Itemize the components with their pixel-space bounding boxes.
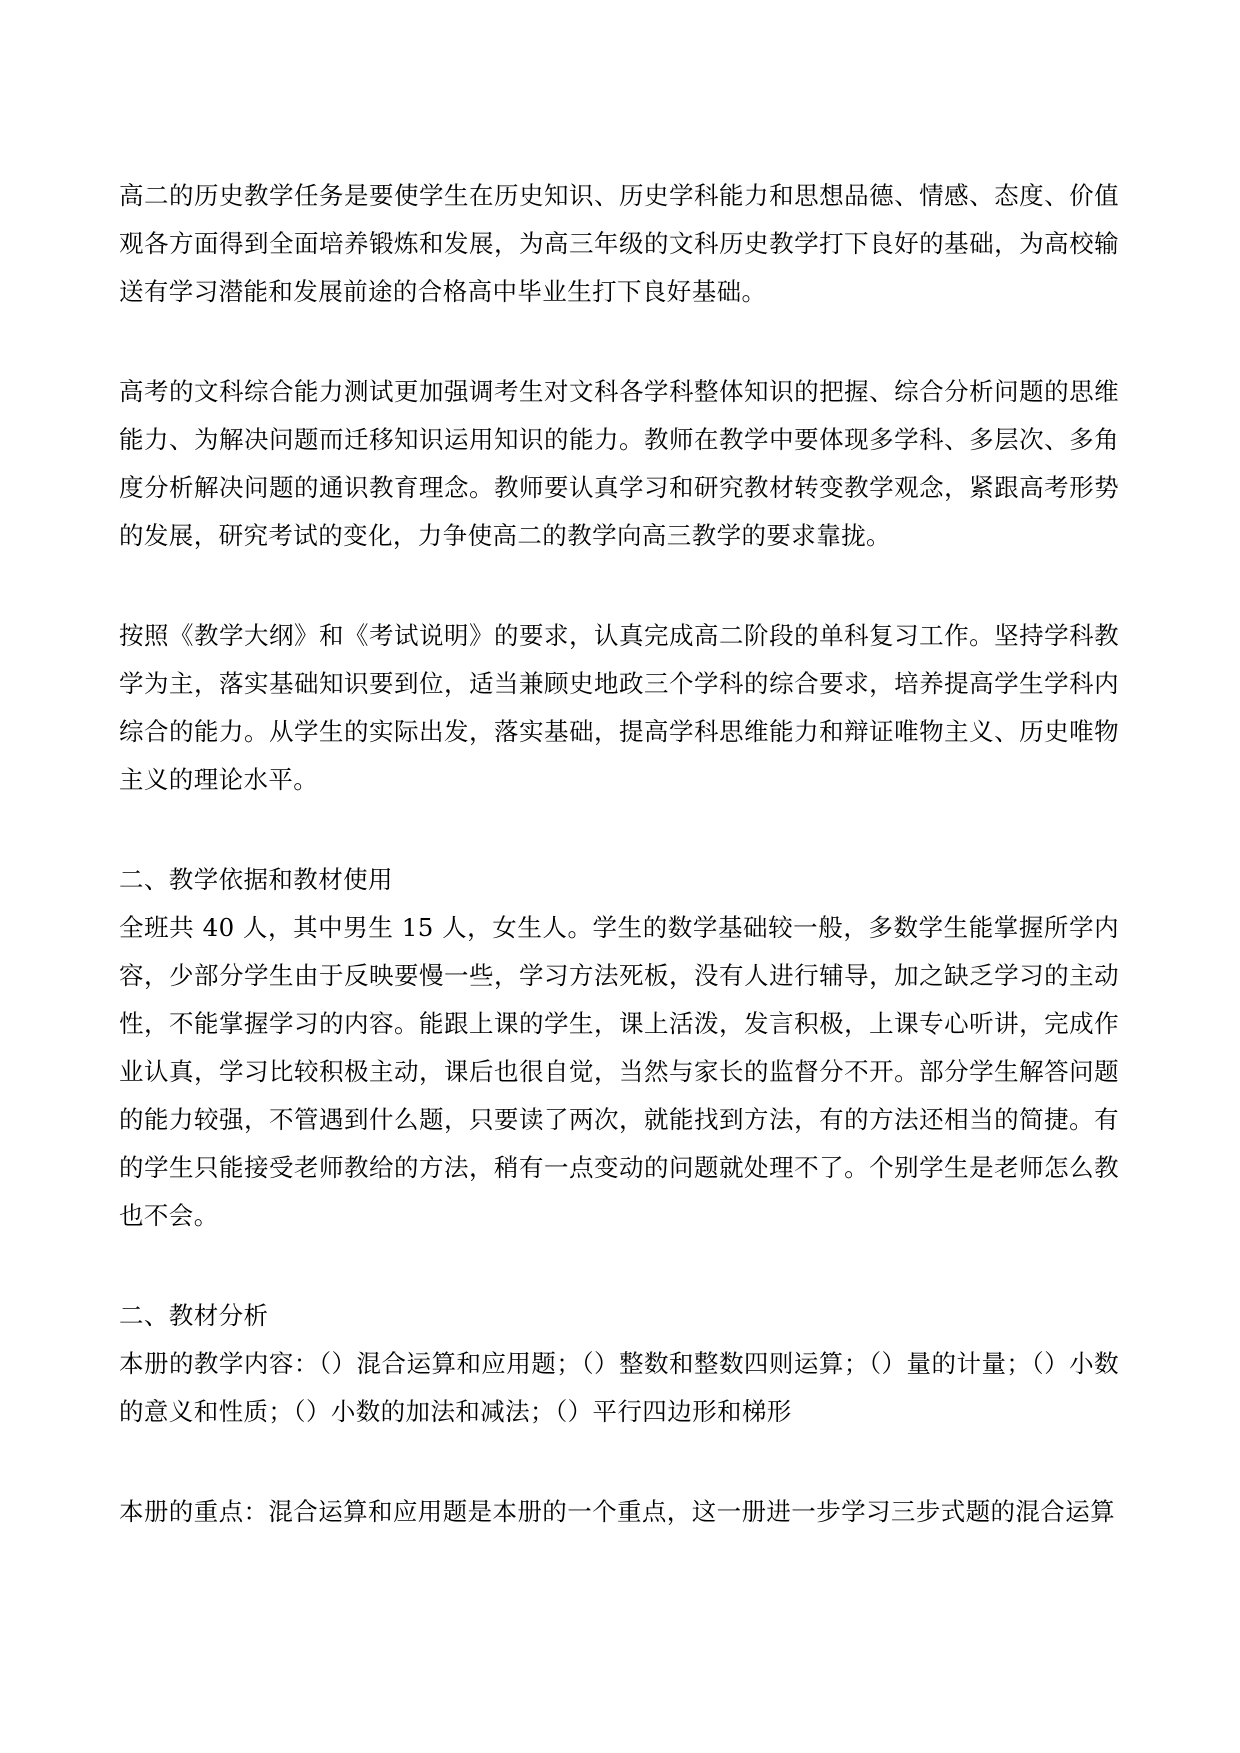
paragraph-class-situation: 全班共 40 人，其中男生 15 人，女生人。学生的数学基础较一般，多数学生能掌握所学内容，少部分学生由于反映要慢一些，学习方法死板，没有人进行辅导，加之缺乏学习的主动性，不能掌握学习的内容。能跟上课的学生，课上活泼，发言积极，上课专心听讲，完成作业认真，学习比较积极主动，课后也很自觉，当然与家长的监督分不开。部分学生解答问题的能力较强，不管遇到什么题，只要读了两次，就能找到方法，有的方法还相当的简捷。有的学生只能接受老师教给的方法，稍有一点变动的问题就处理不了。个别学生是老师怎么教也不会。	[119, 913, 1119, 1230]
section-heading-teaching-basis: 二、教学依据和教材使用	[119, 865, 393, 894]
document-body	[119, 172, 1119, 1536]
paragraph-exam-ability: 高考的文科综合能力测试更加强调考生对文科各学科整体知识的把握、综合分析问题的思维能力、为解决问题而迁移知识运用知识的能力。教师在教学中要体现多学科、多层次、多角度分析解决问题的通识教育理念。教师要认真学习和研究教材转变教学观念，紧跟高考形势的发展，研究考试的变化，力争使高二的教学向高三教学的要求靠拢。	[119, 377, 1119, 550]
paragraph-syllabus: 按照《教学大纲》和《考试说明》的要求，认真完成高二阶段的单科复习工作。坚持学科教学为主，落实基础知识要到位，适当兼顾史地政三个学科的综合要求，培养提高学生学科内综合的能力。从学生的实际出发，落实基础，提高学科思维能力和辩证唯物主义、历史唯物主义的理论水平。	[119, 621, 1119, 794]
paragraph-teaching-content: 本册的教学内容：（）混合运算和应用题；（）整数和整数四则运算；（）量的计量；（）小数的意义和性质；（）小数的加法和减法；（）平行四边形和梯形	[119, 1349, 1119, 1426]
section-heading-textbook-analysis: 二、教材分析	[119, 1301, 269, 1330]
paragraph-key-points: 本册的重点：混合运算和应用题是本册的一个重点，这一册进一步学习三步式题的混合运算	[119, 1497, 1115, 1526]
paragraph-teaching-task: 高二的历史教学任务是要使学生在历史知识、历史学科能力和思想品德、情感、态度、价值观各方面得到全面培养锻炼和发展，为高三年级的文科历史教学打下良好的基础，为高校输送有学习潜能和发展前途的合格高中毕业生打下良好基础。	[119, 181, 1119, 306]
